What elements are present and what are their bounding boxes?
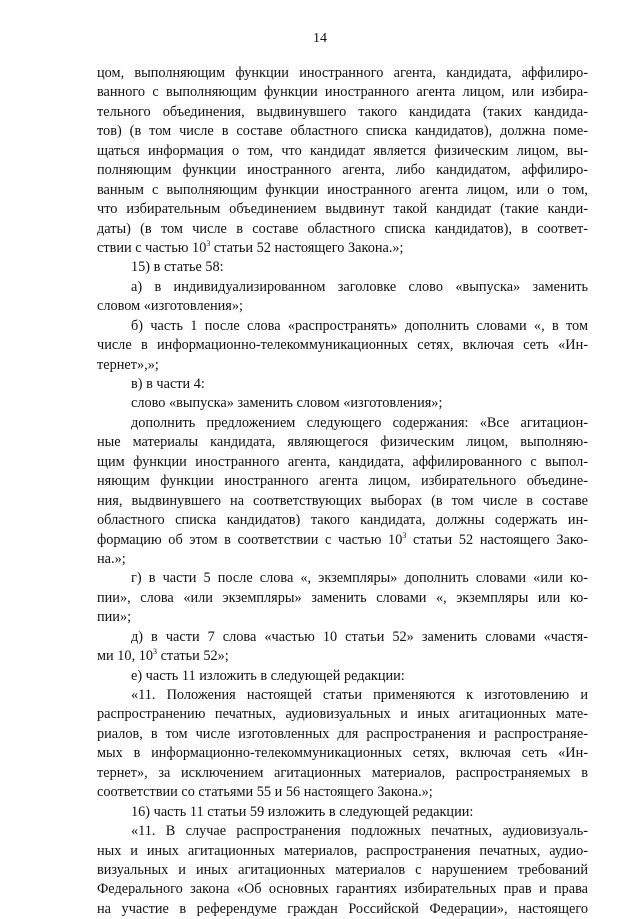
text-line: на.»; — [97, 550, 126, 567]
text-line: «11. В случае распространения подложных печатных, аудиовизуаль- — [131, 823, 588, 840]
list-item-heading: 15) в статье 58: — [131, 259, 224, 276]
text-line: тов) (в том числе в составе областного списка кандидатов), должна поме- — [97, 123, 588, 140]
text-line: пии»; — [97, 609, 132, 626]
text-line: ванным с выполняющим функции иностранного агента лицом, или о том, — [97, 181, 588, 198]
text-line: щим функции иностранного агента, кандидата, аффилированного с выпол- — [97, 453, 588, 470]
text-fragment: формацию об этом в соответствии с частью 10 — [97, 531, 403, 548]
text-line: риалов, в том числе изготовленных для распространения и распространяе- — [97, 725, 588, 742]
text-line: что избирательным объединением выдвинут такой кандидат (такие канди- — [97, 201, 588, 218]
text-line: областного списка кандидатов) такого кандидата, должны содержать ин- — [97, 512, 588, 529]
text-line: словом «изготовления»; — [97, 298, 243, 315]
superscript: 3 — [206, 239, 211, 249]
text-fragment: ми 10, 10 — [97, 648, 154, 665]
text-line: даты) (в том числе в составе областного списка кандидатов), в соответ- — [97, 220, 588, 237]
text-line — [97, 531, 588, 550]
text-line: тернет», за исключением агитационных материалов, распространяемых в — [97, 764, 588, 781]
text-fragment: статьи 52 настоящего Зако- — [406, 531, 588, 548]
text-line: ния, выдвинувшего на соответствующих выборах (в том числе в составе — [97, 492, 588, 509]
text-line: полняющим функции иностранного агента, либо кандидатом, аффилиро- — [97, 162, 588, 179]
text-line — [97, 647, 588, 666]
list-item-heading: 16) часть 11 статьи 59 изложить в следующей редакции: — [131, 803, 474, 820]
text-line: слово «выпуска» заменить словом «изготовления»; — [131, 395, 443, 412]
text-line: визуальных и иных агитационных материалов с нарушением требований — [97, 861, 588, 878]
text-line: ные материалы кандидата, являющегося физическим лицом, выполняю- — [97, 434, 588, 451]
text-line: ванного с выполняющим функции иностранного агента лицом, или избира- — [97, 84, 588, 101]
text-line: дополнить предложением следующего содержания: «Все агитацион- — [131, 414, 588, 431]
text-fragment: статьи 52 настоящего Закона.»; — [210, 239, 404, 256]
text-line: цом, выполняющим функции иностранного агента, кандидата, аффилиро- — [97, 65, 588, 81]
text-line: а) в индивидуализированном заголовке слово «выпуска» заменить — [131, 278, 588, 295]
text-line: «11. Положения настоящей статьи применяются к изготовлению и — [131, 687, 588, 703]
text-fragment: ствии с частью 10 — [97, 239, 207, 256]
text-line — [97, 239, 588, 258]
text-line: на участие в референдуме граждан Российской Федерации», настоящего — [97, 900, 588, 917]
text-fragment: статьи 52»; — [157, 648, 229, 665]
text-line: ных и иных агитационных материалов, распространения печатных, аудио- — [97, 842, 588, 859]
text-line: в) в части 4: — [131, 376, 205, 392]
text-line: распространению печатных, аудиовизуальных и иных агитационных мате- — [97, 706, 588, 723]
page-number: 14 — [313, 31, 327, 46]
text-line: соответствии со статьями 55 и 56 настоящего Закона.»; — [97, 784, 433, 801]
text-line: числе в информационно-телекоммуникационных сетях, включая сеть «Ин- — [97, 337, 588, 354]
text-line: г) в части 5 после слова «, экземпляры» дополнить словами «или ко- — [131, 570, 588, 587]
text-line: пии», слова «или экземпляры» заменить словами «, экземпляры или ко- — [97, 589, 588, 606]
superscript: 3 — [153, 647, 158, 657]
text-line: мых в информационно-телекоммуникационных сетях, включая сеть «Ин- — [97, 745, 588, 762]
text-line: е) часть 11 изложить в следующей редакции: — [131, 667, 405, 684]
text-line: Федерального закона «Об основных гарантиях избирательных прав и права — [97, 881, 588, 898]
text-line: тернет»,»; — [97, 356, 159, 373]
text-line: б) часть 1 после слова «распространять» дополнить словами «, в том — [131, 317, 588, 334]
document-body — [97, 64, 588, 919]
text-line: д) в части 7 слова «частью 10 статьи 52» заменить словами «частя- — [131, 628, 588, 645]
text-line: тельного объединения, выдвинувшего такого кандидата (таких кандида- — [97, 103, 588, 120]
text-line: няющим функции иностранного агента лицом, избирательного объедине- — [97, 473, 588, 490]
text-line: щаться информация о том, что кандидат является физическим лицом, вы- — [97, 142, 588, 159]
superscript: 3 — [402, 530, 407, 540]
